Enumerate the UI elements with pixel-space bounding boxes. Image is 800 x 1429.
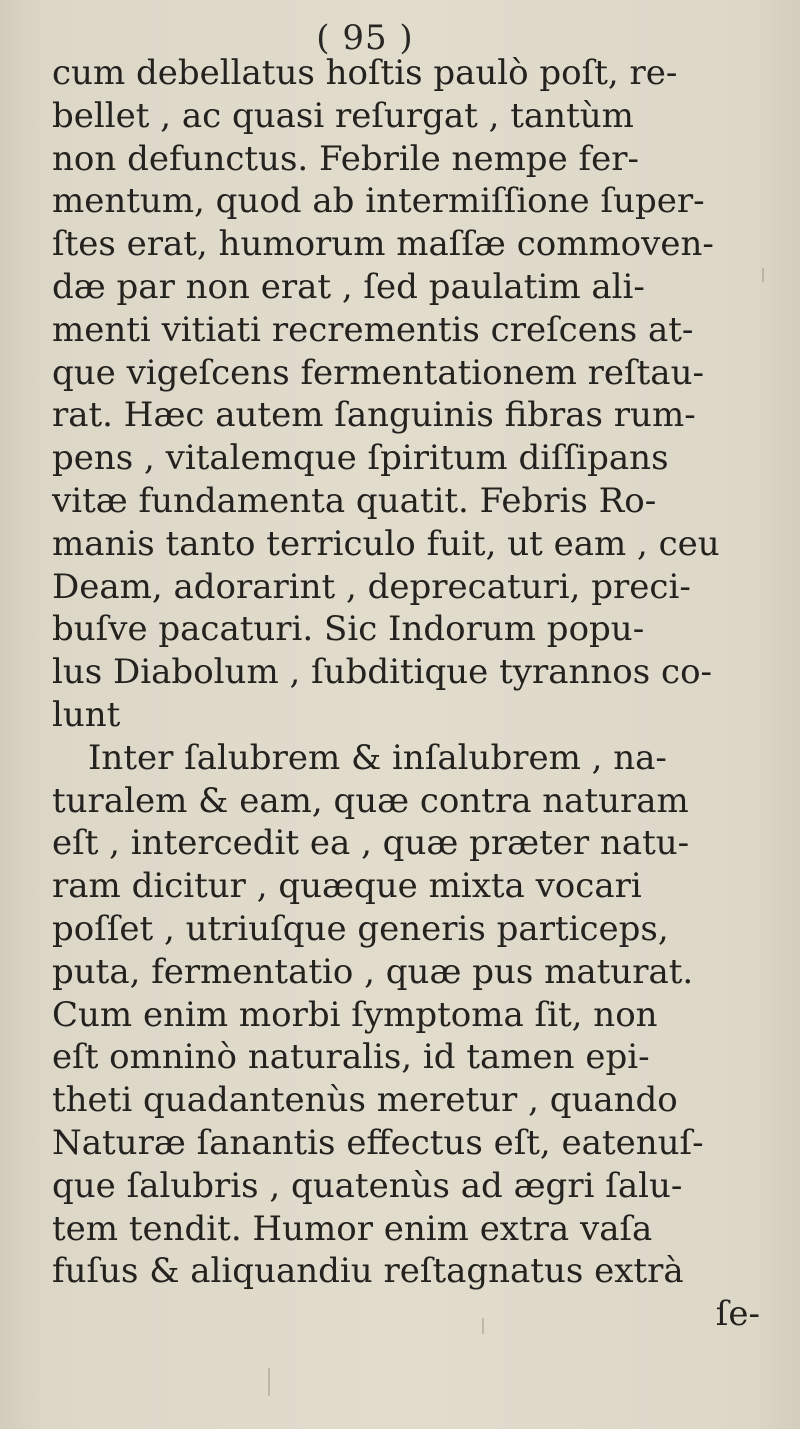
text-line: cum debellatus hoſtis paulò poſt, re- — [52, 53, 678, 93]
text-line: Cum enim morbi ſymptoma ſit, non — [52, 994, 658, 1035]
text-line: tem tendit. Humor enim extra vaſa — [52, 1208, 653, 1249]
paper-speck — [762, 268, 764, 282]
text-line: mentum, quod ab intermiſſione ſuper- — [52, 181, 705, 222]
text-line: eſt , intercedit ea , quæ præter natu- — [52, 823, 690, 864]
body-text — [52, 52, 792, 1336]
text-line: poſſet , utriuſque generis particeps, — [52, 908, 669, 949]
text-line: theti quadantenùs meretur , quando — [52, 1080, 678, 1121]
text-line: que ſalubris , quatenùs ad ægri ſalu- — [52, 1165, 683, 1206]
text-line: manis tanto terriculo fuit, ut eam , ceu — [52, 523, 720, 564]
text-line: lunt — [52, 694, 121, 735]
text-line: puta, fermentatio , quæ pus maturat. — [52, 951, 694, 992]
text-line: Naturæ ſanantis effectus eſt, eatenuſ- — [52, 1122, 704, 1163]
text-line: menti vitiati recrementis creſcens at- — [52, 309, 694, 350]
text-line: eſt omninò naturalis, id tamen epi- — [52, 1037, 650, 1078]
text-line: buſve pacaturi. Sic Indorum popu- — [52, 609, 645, 650]
page-number: ( 95 ) — [316, 18, 414, 58]
text-line: turalem & eam, quæ contra naturam — [52, 780, 689, 821]
text-line: bellet , ac quasi reſurgat , tantùm — [52, 95, 634, 136]
text-line: ſtes erat, humorum maſſæ commoven- — [52, 224, 714, 265]
text-line: rat. Hæc autem ſanguinis fibras rum- — [52, 395, 696, 436]
paragraph-start-line: Inter ſalubrem & inſalubrem , na- — [88, 737, 667, 778]
text-line: lus Diabolum , ſubditique tyrannos co- — [52, 652, 713, 693]
text-line: ram dicitur , quæque mixta vocari — [52, 866, 642, 907]
text-line: vitæ fundamenta quatit. Febris Ro- — [52, 480, 657, 521]
text-line: dæ par non erat , ſed paulatim ali- — [52, 266, 645, 307]
text-line: fuſus & aliquandiu reſtagnatus extrà — [52, 1251, 684, 1292]
catchword: ſe- — [715, 1294, 760, 1335]
paper-speck — [482, 1318, 484, 1334]
paper-speck — [268, 1368, 270, 1396]
text-line: Deam, adorarint , deprecaturi, preci- — [52, 566, 691, 607]
text-line: que vigeſcens fermentationem reſtau- — [52, 352, 704, 393]
text-line: pens , vitalemque ſpiritum diſſipans — [52, 438, 669, 479]
text-line: non defunctus. Febrile nempe fer- — [52, 138, 639, 179]
